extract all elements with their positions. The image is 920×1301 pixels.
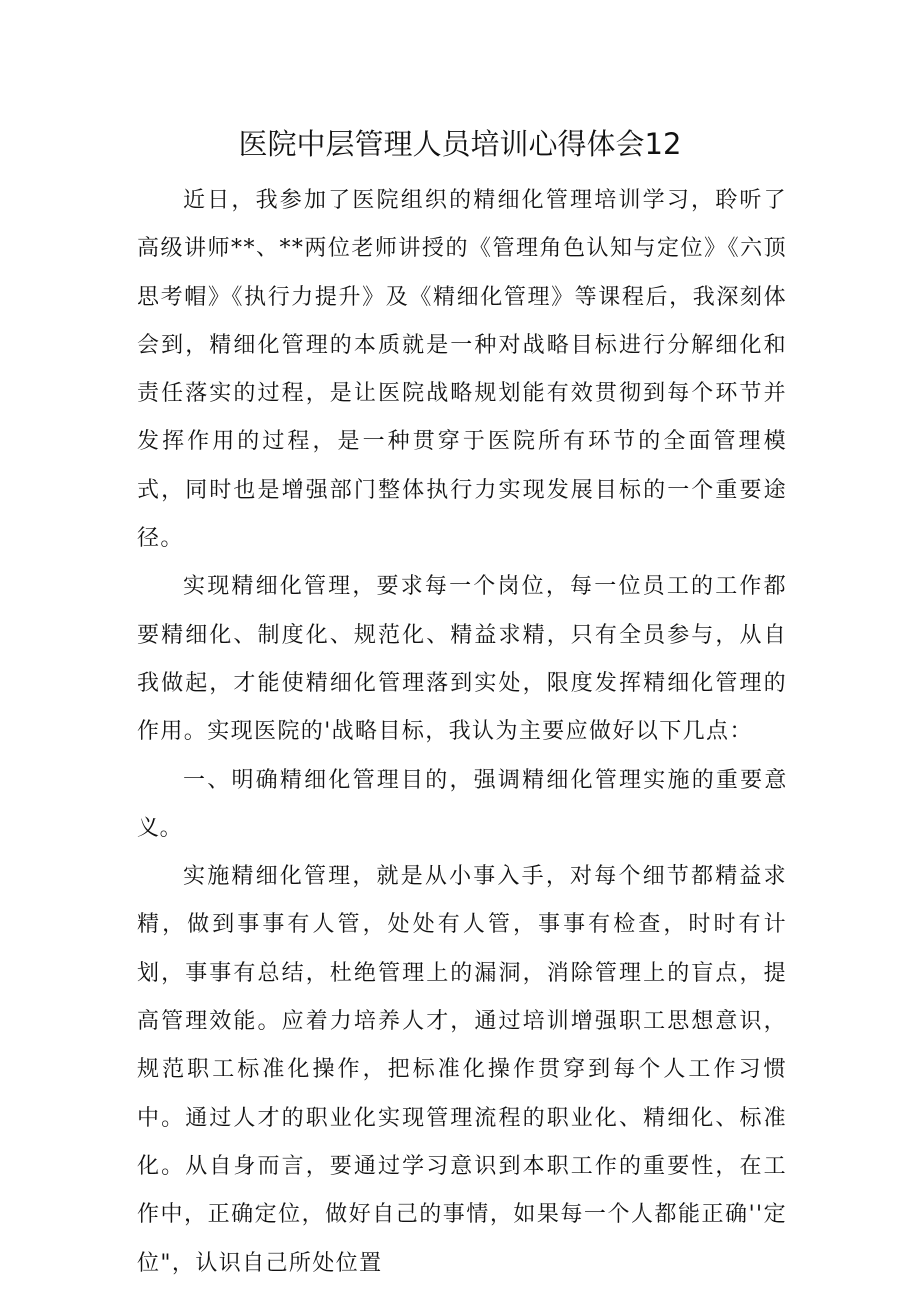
paragraph-implementation: 实施精细化管理，就是从小事入手，对每个细节都精益求精，做到事事有人管，处处有人管，事事有检查，时时有计划，事事有总结，杜绝管理上的漏洞，消除管理上的盲点，提高管理效能。应着力培养人才，通过培训增强职工思想意识，规范职工标准化操作，把标准化操作贯穿到每个人工作习惯中。通过人才的职业化实现管理流程的职业化、精细化、标准化。从自身而言，要通过学习意识到本职工作的重要性，在工作中，正确定位，做好自己的事情，如果每一个人都能正确''定位"，认识自己所处位置: [137, 864, 787, 1276]
paragraph-intro: 近日，我参加了医院组织的精细化管理培训学习，聆听了高级讲师**、**两位老师讲授的《管理角色认知与定位》《六顶思考帽》《执行力提升》及《精细化管理》等课程后，我深刻体会到，精细化管理的本质就是一种对战略目标进行分解细化和责任落实的过程，是让医院战略规划能有效贯彻到每个环节并发挥作用的过程，是一种贯穿于医院所有环节的全面管理模式，同时也是增强部门整体执行力实现发展目标的一个重要途径。: [137, 188, 787, 552]
document-body: [137, 177, 787, 1288]
paragraph-requirements: 实现精细化管理，要求每一个岗位，每一位员工的工作都要精细化、制度化、规范化、精益求精，只有全员参与，从自我做起，才能使精细化管理落到实处，限度发挥精细化管理的作用。实现医院的'战略目标，我认为主要应做好以下几点：: [137, 574, 787, 745]
section-heading-1: 一、明确精细化管理目的，强调精细化管理实施的重要意义。: [137, 767, 787, 841]
document-title: 医院中层管理人员培训心得体会12: [238, 127, 682, 161]
